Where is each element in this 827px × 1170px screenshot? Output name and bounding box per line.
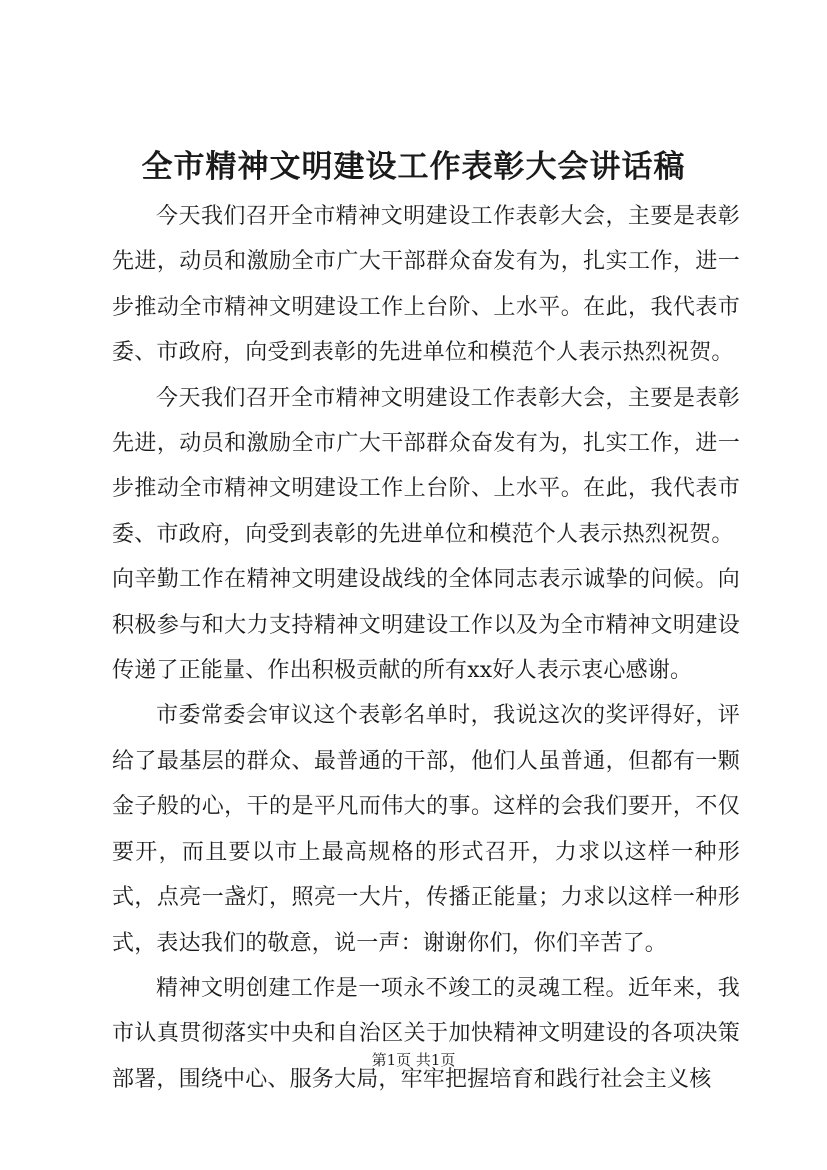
paragraph-2: 今天我们召开全市精神文明建设工作表彰大会，主要是表彰先进，动员和激励全市广大干部群众奋发有为，扎实工作，进一步推动全市精神文明建设工作上台阶、上水平。在此，我代表市委、市政府，向受到表彰的先进单位和模范个人表示热烈祝贺。 [112, 385, 740, 547]
document-title: 全市精神文明建设工作表彰大会讲话稿 [141, 149, 686, 185]
document-body [112, 194, 740, 1102]
paragraph-4: 市委常委会审议这个表彰名单时，我说这次的奖评得好，评给了最基层的群众、最普通的干部，他们人虽普通，但都有一颗金子般的心，干的是平凡而伟大的事。这样的会我们要开，不仅要开，而且要以市上最高规格的形式召开，力求以这样一种形式，点亮一盏灯，照亮一大片，传播正能量；力求以这样一种形式，表达我们的敬意，说一声：谢谢你们，你们辛苦了。 [112, 703, 740, 956]
paragraph-5: 精神文明创建工作是一项永不竣工的灵魂工程。近年来，我市认真贯彻落实中央和自治区关于加快精神文明建设的各项决策部署，围绕中心、服务大局，牢牢把握培育和践行社会主义核 [112, 975, 740, 1092]
paragraph-1: 今天我们召开全市精神文明建设工作表彰大会，主要是表彰先进，动员和激励全市广大干部群众奋发有为，扎实工作，进一步推动全市精神文明建设工作上台阶、上水平。在此，我代表市委、市政府，向受到表彰的先进单位和模范个人表示热烈祝贺。 [112, 204, 740, 366]
paragraph-3: 向辛勤工作在精神文明建设战线的全体同志表示诚挚的问候。向积极参与和大力支持精神文明建设工作以及为全市精神文明建设传递了正能量、作出积极贡献的所有xx好人表示衷心感谢。 [112, 567, 740, 684]
page-footer: 第1页 共1页 [371, 1051, 456, 1069]
